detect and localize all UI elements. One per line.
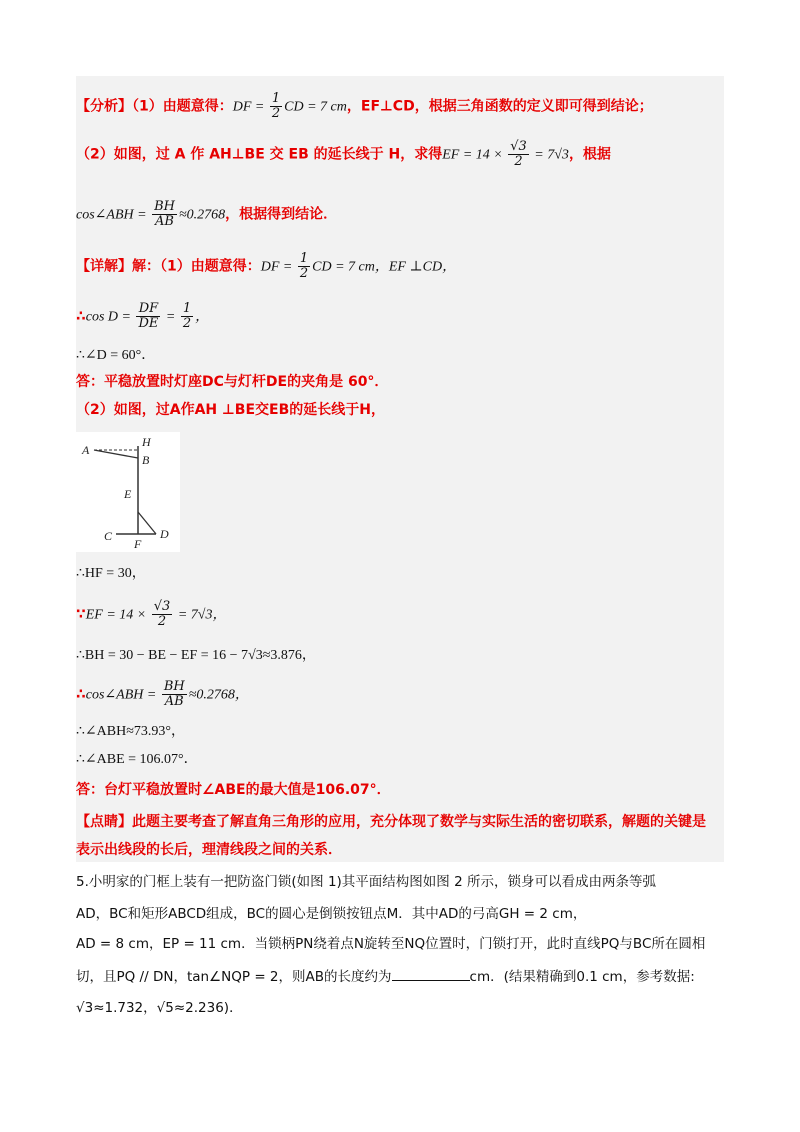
fraction: $\frac{1}{2}$: [271, 91, 281, 121]
analysis-line-1: 【分析】（1）由题意得：DF = $\frac{1}{2}$ CD = 7 cm，EF⊥CD，根据三角函数的定义即可得到结论；: [76, 91, 653, 121]
analysis-tag: 【分析】: [76, 98, 132, 115]
solution-line-4: ∴HF = 30，: [76, 566, 146, 581]
fraction: $\frac{DF}{DE}$: [138, 301, 159, 331]
analysis-line-3: cos∠ABH = $\frac{BH}{AB}$ ≈0.2768，根据得到结论．: [76, 199, 338, 229]
answer-1: 答：平稳放置时灯座DC与灯杆DE的夹角是 60°．: [76, 374, 389, 390]
question-line-4: 切，且PQ // DN，tan∠NQP = 2，则AB的长度约为 cm．(结果精确到0.1 cm，参考数据:: [76, 966, 695, 987]
question-line-1: 5.小明家的门框上装有一把防盗门锁(如图 1)其平面结构图如图 2 所示，锁身可以看成由两条等弧: [76, 874, 656, 890]
solution-tag: 【详解】: [76, 258, 132, 275]
answer-2: 答：台灯平稳放置时∠ABE的最大值是106.07°．: [76, 782, 391, 798]
comment-line-1: 【点睛】此题主要考查了解直角三角形的应用，充分体现了数学与实际生活的密切联系，解题的关键是: [76, 814, 706, 830]
lamp-figure: [76, 432, 180, 552]
solution-line-7: ∴cos∠ABH = $\frac{BH}{AB}$ ≈0.2768，: [76, 679, 249, 709]
question-line-5: √3≈1.732，√5≈2.236)．: [76, 1000, 243, 1016]
fraction: $\frac{√3}{2}$: [510, 139, 527, 169]
analysis-p1-suffix: ，EF⊥CD，根据三角函数的定义即可得到结论；: [346, 98, 653, 115]
solution-line-5: ∵EF = 14 × $\frac{√3}{2}$ = 7√3，: [76, 599, 227, 629]
comment-tag: 【点睛】: [76, 814, 132, 830]
label-c: C: [104, 529, 113, 543]
answer-blank[interactable]: [392, 966, 470, 981]
solution-line-1: 【详解】解：（1）由题意得：DF = $\frac{1}{2}$ CD = 7 cm，EF ⊥CD，: [76, 251, 457, 281]
label-a: A: [82, 443, 90, 457]
label-f: F: [134, 537, 142, 551]
solution-line-6: ∴BH = 30 − BE − EF = 16 − 7√3≈3.876，: [76, 648, 316, 663]
analysis-line-2: （2）如图，过 A 作 AH⊥BE 交 EB 的延长线于 H，求得EF = 14 × $\frac{√3}{2}$ = 7√3，根据: [76, 139, 611, 169]
fraction: $\frac{BH}{AB}$: [154, 199, 175, 229]
fraction: $\frac{√3}{2}$: [153, 599, 171, 629]
label-h: H: [142, 435, 151, 449]
solution-line-8: ∴∠ABH≈73.93°，: [76, 724, 185, 739]
fraction: $\frac{1}{2}$: [299, 251, 309, 281]
fraction: $\frac{1}{2}$: [182, 301, 192, 331]
label-d: D: [160, 527, 169, 541]
solution-line-9: ∴∠ABE = 106.07°．: [76, 752, 198, 767]
analysis-p1-prefix: （1）由题意得：: [132, 98, 233, 115]
part-2-heading: （2）如图，过A作AH ⊥BE交EB的延长线于H，: [76, 402, 385, 418]
label-b: B: [142, 453, 150, 467]
solution-line-2: ∴cos D = $\frac{DF}{DE}$ = $\frac{1}{2}$ ，: [76, 301, 210, 331]
label-e: E: [124, 487, 132, 501]
lamp-diagram: [76, 432, 180, 552]
fraction: $\frac{BH}{AB}$: [163, 679, 185, 709]
question-line-2: AD，BC和矩形ABCD组成，BC的圆心是倒锁按钮点M．其中AD的弓高GH = 2 cm，: [76, 906, 587, 922]
solution-line-3: ∴∠D = 60°．: [76, 348, 156, 363]
comment-line-2: 表示出线段的长后，理清线段之间的关系．: [76, 842, 342, 858]
question-line-3: AD = 8 cm，EP = 11 cm．当锁柄PN绕着点N旋转至NQ位置时，门锁打开，此时直线PQ与BC所在圆相: [76, 936, 706, 952]
